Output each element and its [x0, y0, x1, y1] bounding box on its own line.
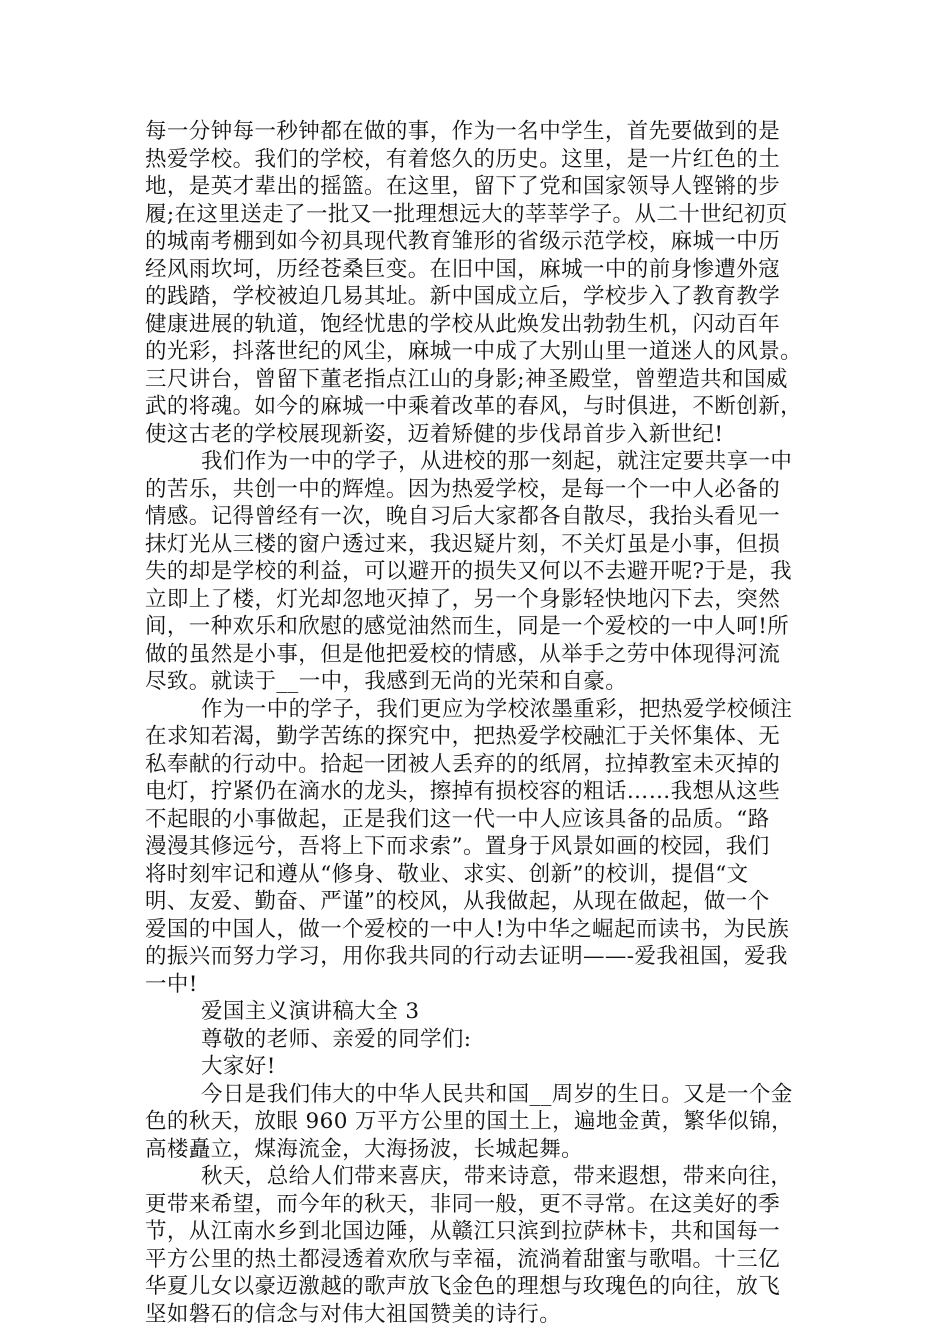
text-line: 电灯，拧紧仍在滴水的龙头，擦掉有损校容的粗话……我想从这些 — [145, 779, 781, 804]
text-line: 一中! — [145, 971, 198, 997]
text-line: 坚如磐石的信念与对伟大祖国赞美的诗行。 — [145, 1301, 562, 1327]
document-body — [145, 118, 810, 1328]
text-line: 大家好! — [201, 1054, 276, 1079]
text-line: 色的秋天，放眼 960 万平方公里的国土上，遍地金黄，繁华似锦， — [145, 1109, 794, 1134]
text-line: 武的将魂。如今的麻城一中乘着改革的春风，与时俱进，不断创新， — [145, 394, 803, 419]
text-line: 抹灯光从三楼的窗户透过来，我迟疑片刻，不关灯虽是小事，但损 — [145, 531, 781, 557]
text-line: 节，从江南水乡到北国边陲，从赣江只滨到拉萨林卡，共和国每一 — [145, 1219, 781, 1244]
text-line: 做的虽然是小事，但是他把爱校的情感，从举手之劳中体现得河流 — [145, 641, 781, 667]
text-line: 高楼矗立，煤海流金，大海扬波，长城起舞。 — [145, 1136, 584, 1162]
text-line: 漫漫其修远兮，吾将上下而求索”。置身于风景如画的校园，我们 — [145, 834, 770, 859]
text-line: 在求知若渴，勤学苦练的探究中，把热爱学校融汇于关怀集体、无 — [145, 724, 781, 749]
text-line: 履;在这里送走了一批又一批理想远大的莘莘学子。从二十世纪初页 — [145, 201, 788, 227]
text-line: 健康进展的轨道，饱经忧患的学校从此焕发出勃勃生机，闪动百年 — [145, 311, 781, 337]
text-line: 将时刻牢记和遵从“修身、敬业、求实、创新”的校训，提倡“文 — [145, 861, 749, 887]
text-line: 立即上了楼，灯光却忽地灭掉了，另一个身影轻快地闪下去，突然 — [145, 586, 781, 612]
text-line: 的践踏，学校被迫几易其址。新中国成立后，学校步入了教育教学 — [145, 284, 781, 309]
text-line: 的苦乐，共创一中的辉煌。因为热爱学校，是每一个一中人必备的 — [145, 476, 781, 502]
text-line: 更带来希望，而今年的秋天，非同一般，更不寻常。在这美好的季 — [145, 1191, 781, 1217]
text-line: 尊敬的老师、亲爱的同学们: — [201, 1026, 472, 1052]
text-line: 的振兴而努力学习，用你我共同的行动去证明——-爱我祖国，爱我 — [145, 944, 788, 969]
text-line: 三尺讲台，曾留下董老指点江山的身影;神圣殿堂，曾塑造共和国威 — [145, 366, 788, 392]
text-line: 秋天，总给人们带来喜庆，带来诗意，带来遐想，带来向往， — [201, 1164, 793, 1189]
text-line: 平方公里的热土都浸透着欢欣与幸福，流淌着甜蜜与歌唱。十三亿 — [145, 1246, 781, 1272]
text-line: 的光彩，抖落世纪的风尘，麻城一中成了大别山里一道迷人的风景。 — [145, 339, 803, 364]
text-line: 明、友爱、勤奋、严谨”的校风，从我做起，从现在做起，做一个 — [145, 889, 770, 914]
text-line: 热爱学校。我们的学校，有着悠久的历史。这里，是一片红色的土 — [145, 146, 781, 172]
text-line: 每一分钟每一秒钟都在做的事，作为一名中学生，首先要做到的是 — [145, 119, 781, 144]
text-line: 华夏儿女以豪迈激越的歌声放飞金色的理想与玫瑰色的向往，放飞 — [145, 1274, 781, 1299]
text-line: 作为一中的学子，我们更应为学校浓墨重彩，把热爱学校倾注 — [201, 696, 793, 722]
text-line: 失的却是学校的利益，可以避开的损失又何以不去避开呢?于是，我 — [145, 559, 793, 584]
text-line: 我们作为一中的学子，从进校的那一刻起，就注定要共享一中 — [201, 449, 793, 474]
text-line: 情感。记得曾经有一次，晚自习后大家都各自散尽，我抬头看见一 — [145, 504, 781, 529]
text-line: 爱国的中国人，做一个爱校的一中人!为中华之崛起而读书，为民族 — [145, 916, 790, 942]
text-line: 地，是英才辈出的摇篮。在这里，留下了党和国家领导人铿锵的步 — [145, 174, 781, 199]
text-line: 使这古老的学校展现新姿，迈着矫健的步伐昂首步入新世纪! — [145, 421, 724, 447]
text-line: 私奉献的行动中。拾起一团被人丢弃的的纸屑，拉掉教室未灭掉的 — [145, 751, 781, 777]
text-line: 爱国主义演讲稿大全 3 — [201, 999, 420, 1024]
text-line: 间，一种欢乐和欣慰的感觉油然而生，同是一个爱校的一中人呵!所 — [145, 614, 790, 639]
text-line: 经风雨坎坷，历经苍桑巨变。在旧中国，麻城一中的前身惨遭外寇 — [145, 256, 781, 282]
text-line: 的城南考棚到如今初具现代教育雏形的省级示范学校，麻城一中历 — [145, 229, 781, 254]
text-line: 尽致。就读于__一中，我感到无尚的光荣和自豪。 — [145, 669, 628, 694]
text-line: 今日是我们伟大的中华人民共和国__周岁的生日。又是一个金 — [201, 1081, 793, 1107]
text-line: 不起眼的小事做起，正是我们这一代一中人应该具备的品质。“路 — [145, 806, 770, 832]
